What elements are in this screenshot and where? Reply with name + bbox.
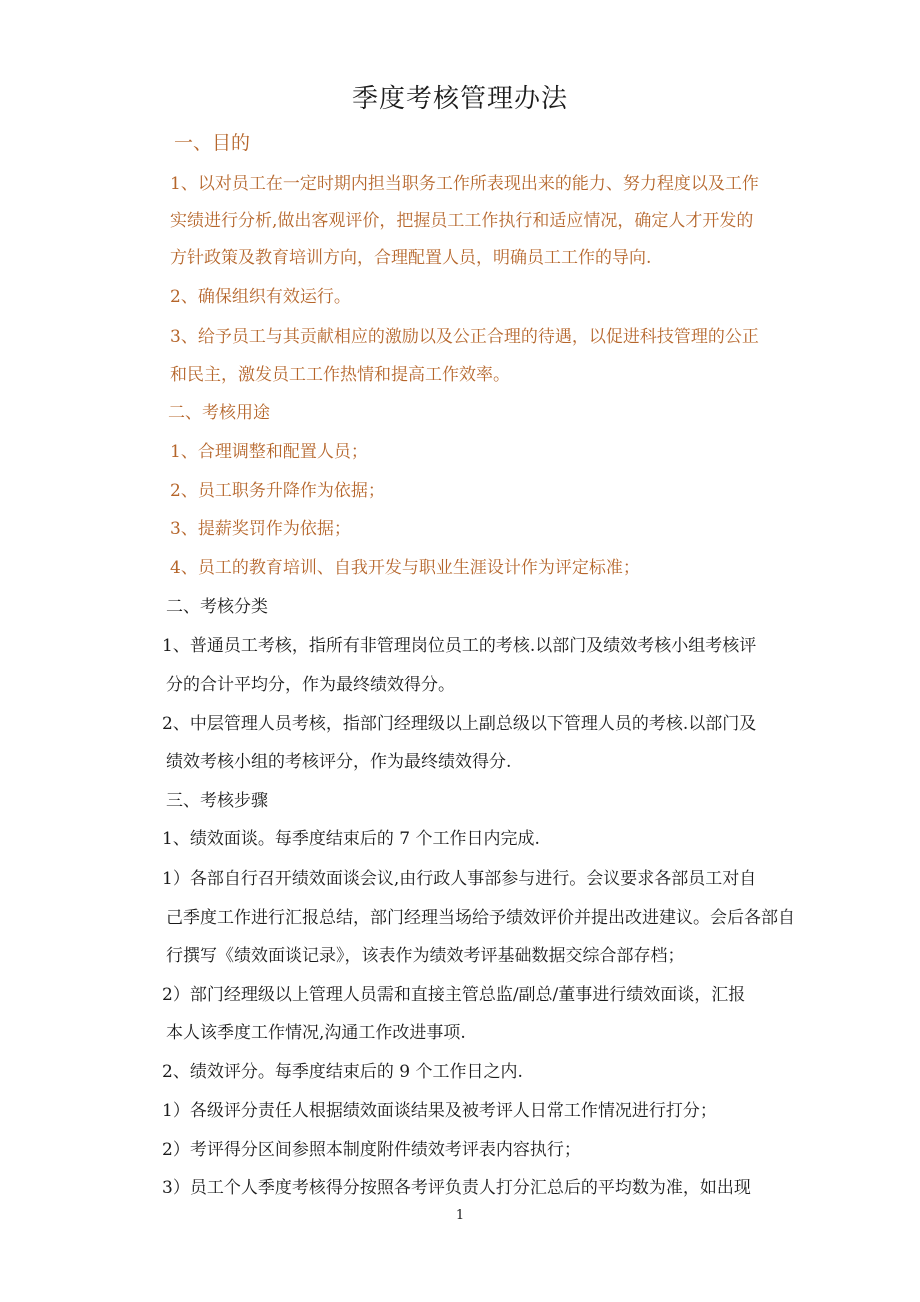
paragraph-line: 实绩进行分析,做出客观评价，把握员工工作执行和适应情况，确定人才开发的 bbox=[170, 211, 754, 231]
paragraph-line: 己季度工作进行汇报总结，部门经理当场给予绩效评价并提出改进建议。会后各部自 bbox=[166, 908, 795, 928]
section-heading: 二、考核分类 bbox=[166, 597, 268, 617]
paragraph-line: 分的合计平均分，作为最终绩效得分。 bbox=[166, 675, 455, 695]
paragraph-line: 2、中层管理人员考核，指部门经理级以上副总级以下管理人员的考核.以部门及 bbox=[162, 714, 757, 734]
paragraph-line: 2）考评得分区间参照本制度附件绩效考评表内容执行； bbox=[162, 1140, 581, 1160]
paragraph-line: 2、员工职务升降作为依据； bbox=[170, 481, 385, 501]
paragraph-line: 3、提薪奖罚作为依据； bbox=[170, 519, 351, 539]
paragraph-line: 1）各级评分责任人根据绩效面谈结果及被考评人日常工作情况进行打分； bbox=[162, 1101, 717, 1121]
paragraph-line: 行撰写《绩效面谈记录》，该表作为绩效考评基础数据交综合部存档； bbox=[166, 946, 685, 966]
paragraph-line: 4、员工的教育培训、自我开发与职业生涯设计作为评定标准； bbox=[170, 558, 640, 578]
section-heading: 一、目的 bbox=[174, 132, 251, 154]
paragraph-line: 和民主，激发员工工作热情和提高工作效率。 bbox=[170, 365, 510, 385]
paragraph-line: 2）部门经理级以上管理人员需和直接主管总监/副总/董事进行绩效面谈，汇报 bbox=[162, 985, 746, 1005]
paragraph-line: 3）员工个人季度考核得分按照各考评负责人打分汇总后的平均数为准，如出现 bbox=[162, 1178, 751, 1198]
page-title: 季度考核管理办法 bbox=[351, 84, 568, 114]
paragraph-line: 3、给予员工与其贡献相应的激励以及公正合理的待遇，以促进科技管理的公正 bbox=[170, 327, 759, 347]
paragraph-line: 绩效考核小组的考核评分，作为最终绩效得分. bbox=[166, 752, 512, 772]
paragraph-line: 本人该季度工作情况,沟通工作改进事项. bbox=[166, 1023, 466, 1043]
paragraph-line: 1、合理调整和配置人员； bbox=[170, 442, 368, 462]
section-heading: 二、考核用途 bbox=[168, 403, 270, 423]
paragraph-line: 1、绩效面谈。每季度结束后的 7 个工作日内完成. bbox=[162, 829, 540, 849]
paragraph-line: 2、确保组织有效运行。 bbox=[170, 287, 351, 307]
paragraph-line: 方针政策及教育培训方向，合理配置人员，明确员工工作的导向. bbox=[170, 248, 652, 268]
paragraph-line: 2、绩效评分。每季度结束后的 9 个工作日之内. bbox=[162, 1062, 523, 1082]
paragraph-line: 1、普通员工考核，指所有非管理岗位员工的考核.以部门及绩效考核小组考核评 bbox=[162, 636, 757, 656]
paragraph-line: 1）各部自行召开绩效面谈会议,由行政人事部参与进行。会议要求各部员工对自 bbox=[162, 869, 757, 889]
section-heading: 三、考核步骤 bbox=[166, 791, 268, 811]
page-number: 1 bbox=[455, 1208, 465, 1223]
paragraph-line: 1、以对员工在一定时期内担当职务工作所表现出来的能力、努力程度以及工作 bbox=[170, 174, 759, 194]
